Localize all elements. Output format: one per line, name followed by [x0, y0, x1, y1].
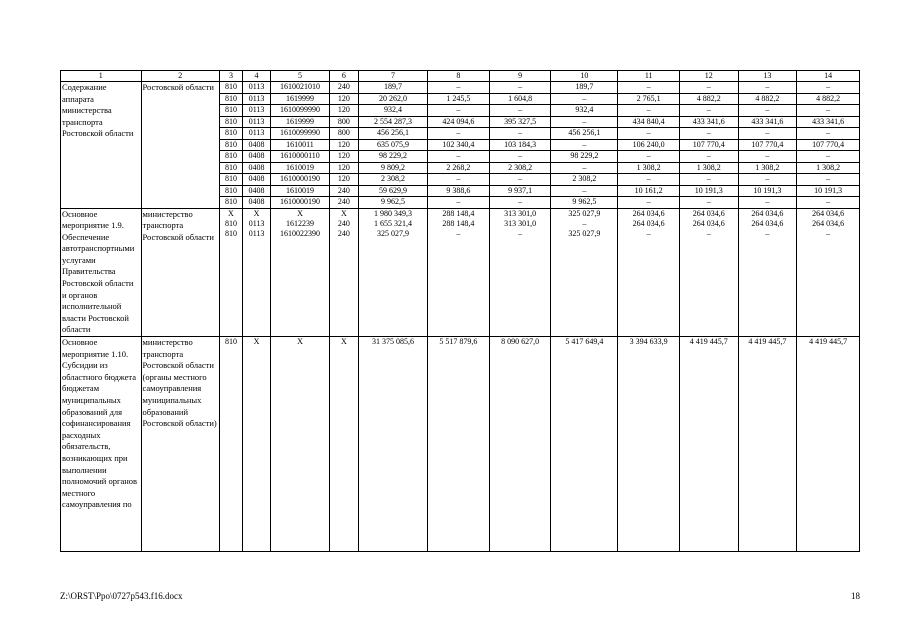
value-cell: –	[428, 82, 490, 94]
value-cell: 1610099990	[271, 128, 330, 140]
value-line: –	[582, 218, 587, 228]
value-cell: 1610019	[271, 185, 330, 197]
column-number: 10	[551, 71, 618, 82]
value-line: –	[456, 228, 461, 238]
value-cell: –	[489, 174, 551, 186]
value-cell: –	[738, 151, 797, 163]
value-cell: 1 245,5	[428, 93, 490, 105]
value-cell: 120	[329, 139, 358, 151]
budget-table	[60, 70, 860, 552]
value-cell: –	[551, 93, 618, 105]
value-line: 288 148,4	[442, 218, 475, 228]
value-cell: 1619999	[271, 93, 330, 105]
value-cell: 456 256,1	[551, 128, 618, 140]
value-cell: –	[680, 197, 739, 209]
value-cell: 240	[329, 82, 358, 94]
value-cell: –	[618, 105, 680, 117]
value-cell: 4 882,2	[680, 93, 739, 105]
footer-file-path: Z:\ORST\Ppo\0727p543.f16.docx	[60, 591, 183, 601]
value-line: –	[765, 228, 770, 238]
value-cell: 1610000190	[271, 174, 330, 186]
value-cell	[359, 208, 428, 337]
value-cell: 0113	[242, 82, 270, 94]
value-cell: 120	[329, 105, 358, 117]
value-cell	[329, 208, 358, 337]
header-row	[61, 71, 860, 82]
value-line: –	[646, 228, 651, 238]
value-cell: –	[680, 151, 739, 163]
value-line: 264 034,6	[751, 208, 784, 218]
value-cell: 10 191,3	[738, 185, 797, 197]
column-number: 1	[61, 71, 142, 82]
value-line: 240	[337, 218, 350, 228]
value-cell: –	[738, 105, 797, 117]
value-line: 1610022390	[279, 228, 320, 238]
value-cell: 810	[219, 116, 242, 128]
value-cell: –	[618, 174, 680, 186]
value-cell: 424 094,6	[428, 116, 490, 128]
value-cell: 120	[329, 162, 358, 174]
value-cell: 98 229,2	[551, 151, 618, 163]
value-cell	[738, 208, 797, 337]
value-cell: 810	[219, 174, 242, 186]
column-number: 14	[797, 71, 860, 82]
value-cell: –	[618, 82, 680, 94]
table-row	[61, 208, 860, 337]
column-number: 3	[219, 71, 242, 82]
value-cell: 1 308,2	[797, 162, 860, 174]
value-cell: 20 262,0	[359, 93, 428, 105]
value-cell: 1610019	[271, 162, 330, 174]
value-cell: 932,4	[359, 105, 428, 117]
column-number: 2	[141, 71, 219, 82]
value-cell: 1610011	[271, 139, 330, 151]
value-cell: 120	[329, 151, 358, 163]
value-cell: 3 394 633,9	[618, 337, 680, 552]
value-cell: 0408	[242, 197, 270, 209]
value-cell: 810	[219, 337, 242, 552]
footer-page-number: 18	[851, 591, 860, 601]
value-cell	[428, 208, 490, 337]
column-number: 6	[329, 71, 358, 82]
value-cell: –	[618, 197, 680, 209]
value-cell: –	[551, 185, 618, 197]
value-cell: 800	[329, 116, 358, 128]
value-cell: –	[797, 128, 860, 140]
table-row	[61, 82, 860, 94]
value-line: 264 034,6	[632, 208, 665, 218]
value-cell: 103 184,3	[489, 139, 551, 151]
value-cell: 810	[219, 162, 242, 174]
value-cell: 9 962,5	[551, 197, 618, 209]
activity-name: Основное мероприятие 1.9. Обеспечение автотранспортными услугами Правительства Ростовской области и органов исполнительной власти Ростовской области	[61, 208, 142, 337]
value-cell: –	[797, 82, 860, 94]
value-line: 1 980 349,3	[374, 208, 413, 218]
value-cell: 189,7	[359, 82, 428, 94]
column-number: 9	[489, 71, 551, 82]
value-cell	[680, 208, 739, 337]
value-cell: –	[797, 197, 860, 209]
value-cell: 800	[329, 128, 358, 140]
value-cell: –	[428, 151, 490, 163]
value-line: X	[297, 208, 303, 218]
value-cell: –	[489, 128, 551, 140]
value-cell: –	[738, 128, 797, 140]
value-cell: –	[428, 174, 490, 186]
activity-name: Содержание аппарата министерства транспорта Ростовской области	[61, 82, 142, 209]
value-cell: –	[797, 174, 860, 186]
value-line: 810	[224, 228, 237, 238]
value-cell	[551, 208, 618, 337]
value-cell: 5 417 649,4	[551, 337, 618, 552]
value-cell: 810	[219, 128, 242, 140]
value-line: 1612239	[285, 218, 314, 228]
value-cell: –	[680, 82, 739, 94]
value-cell: 810	[219, 151, 242, 163]
value-cell: –	[551, 116, 618, 128]
executor-name: министерство транспорта Ростовской области (органы местного самоуправления муниципальных образований Ростовской области)	[141, 337, 219, 552]
value-line: 264 034,6	[632, 218, 665, 228]
value-cell: 395 327,5	[489, 116, 551, 128]
value-cell: 0408	[242, 174, 270, 186]
value-line: X	[253, 208, 260, 218]
value-cell: 98 229,2	[359, 151, 428, 163]
value-cell: 434 840,4	[618, 116, 680, 128]
value-line: –	[826, 228, 831, 238]
value-cell: –	[738, 174, 797, 186]
value-cell: 433 341,6	[797, 116, 860, 128]
value-cell: 1 604,8	[489, 93, 551, 105]
value-cell: 9 809,2	[359, 162, 428, 174]
value-cell: 810	[219, 139, 242, 151]
value-cell: 2 765,1	[618, 93, 680, 105]
value-cell: 120	[329, 174, 358, 186]
value-cell: 456 256,1	[359, 128, 428, 140]
value-line: 313 301,0	[504, 218, 537, 228]
value-cell: 106 240,0	[618, 139, 680, 151]
value-cell: –	[797, 151, 860, 163]
value-cell: 10 161,2	[618, 185, 680, 197]
column-number: 4	[242, 71, 270, 82]
value-cell: 810	[219, 105, 242, 117]
value-cell: 2 308,2	[489, 162, 551, 174]
value-cell: 107 770,4	[680, 139, 739, 151]
value-cell: –	[428, 105, 490, 117]
value-cell: 0113	[242, 105, 270, 117]
value-cell: –	[489, 82, 551, 94]
value-cell: 4 882,2	[738, 93, 797, 105]
value-cell: 433 341,6	[680, 116, 739, 128]
value-cell: 8 090 627,0	[489, 337, 551, 552]
value-line: 325 027,9	[568, 228, 601, 238]
table-row	[61, 337, 860, 552]
value-cell: 0408	[242, 185, 270, 197]
value-cell	[242, 208, 270, 337]
value-cell: 107 770,4	[797, 139, 860, 151]
value-cell: 433 341,6	[738, 116, 797, 128]
value-cell: 10 191,3	[797, 185, 860, 197]
value-cell	[271, 208, 330, 337]
value-cell: 0113	[242, 128, 270, 140]
value-cell: 1610000190	[271, 197, 330, 209]
value-cell: 1610021010	[271, 82, 330, 94]
value-cell: 189,7	[551, 82, 618, 94]
value-line: X	[340, 208, 347, 218]
value-cell: –	[428, 128, 490, 140]
value-cell: 2 268,2	[428, 162, 490, 174]
value-cell: 1610099990	[271, 105, 330, 117]
value-cell: 4 419 445,7	[680, 337, 739, 552]
value-cell: 0408	[242, 162, 270, 174]
value-cell	[797, 208, 860, 337]
value-cell	[219, 208, 242, 337]
value-cell: –	[489, 151, 551, 163]
value-line: 264 034,6	[812, 208, 845, 218]
value-cell: 0113	[242, 93, 270, 105]
value-cell: –	[618, 128, 680, 140]
value-cell: –	[551, 139, 618, 151]
value-cell: –	[680, 128, 739, 140]
column-number: 5	[271, 71, 330, 82]
value-cell: 635 075,9	[359, 139, 428, 151]
column-number: 13	[738, 71, 797, 82]
value-cell: 10 191,3	[680, 185, 739, 197]
value-cell: 0113	[242, 116, 270, 128]
value-cell: –	[551, 162, 618, 174]
value-cell: 107 770,4	[738, 139, 797, 151]
value-line: 288 148,4	[442, 208, 475, 218]
value-line: 313 301,0	[504, 208, 537, 218]
column-number: 12	[680, 71, 739, 82]
value-cell: –	[428, 197, 490, 209]
value-line: 325 027,9	[568, 208, 601, 218]
value-cell: 240	[329, 197, 358, 209]
value-cell: 102 340,4	[428, 139, 490, 151]
value-cell: 1 308,2	[618, 162, 680, 174]
value-cell: –	[489, 197, 551, 209]
value-cell: 9 962,5	[359, 197, 428, 209]
value-cell	[618, 208, 680, 337]
executor-name: Ростовской области	[141, 82, 219, 209]
value-cell: 4 419 445,7	[738, 337, 797, 552]
value-cell: 9 937,1	[489, 185, 551, 197]
value-cell: –	[797, 105, 860, 117]
value-cell: 2 308,2	[551, 174, 618, 186]
value-cell: –	[680, 105, 739, 117]
value-cell: 810	[219, 82, 242, 94]
value-line: 240	[337, 228, 350, 238]
value-cell: –	[738, 197, 797, 209]
value-cell: 2 308,2	[359, 174, 428, 186]
value-cell: 810	[219, 93, 242, 105]
executor-name: министерство транспорта Ростовской области	[141, 208, 219, 337]
value-cell: 120	[329, 93, 358, 105]
column-number: 7	[359, 71, 428, 82]
value-cell: 1 308,2	[680, 162, 739, 174]
value-cell: 240	[329, 185, 358, 197]
value-line: –	[518, 228, 523, 238]
value-cell: 31 375 085,6	[359, 337, 428, 552]
value-cell: 5 517 879,6	[428, 337, 490, 552]
value-line: 810	[224, 218, 237, 228]
value-line: X	[228, 208, 234, 218]
value-cell: 1 308,2	[738, 162, 797, 174]
value-line: 325 027,9	[377, 228, 410, 238]
value-cell: 59 629,9	[359, 185, 428, 197]
column-number: 8	[428, 71, 490, 82]
value-cell: 0408	[242, 151, 270, 163]
value-cell: –	[680, 174, 739, 186]
value-cell: X	[242, 337, 270, 552]
value-line: 0113	[248, 228, 265, 238]
value-cell: X	[329, 337, 358, 552]
value-cell: –	[618, 151, 680, 163]
value-cell: 0408	[242, 139, 270, 151]
value-line: 264 034,6	[812, 218, 845, 228]
column-number: 11	[618, 71, 680, 82]
value-cell	[489, 208, 551, 337]
value-cell: 932,4	[551, 105, 618, 117]
value-cell: 4 882,2	[797, 93, 860, 105]
value-cell: 1619999	[271, 116, 330, 128]
activity-name: Основное мероприятие 1.10. Субсидии из областного бюджета бюджетам муниципальных образований для софинансирования расходных обязательств, возникающих при выполнении полномочий органов местного самоуправления по	[61, 337, 142, 552]
value-cell: 810	[219, 197, 242, 209]
value-cell: –	[738, 82, 797, 94]
value-cell: 9 388,6	[428, 185, 490, 197]
value-line: 264 034,6	[692, 218, 725, 228]
value-cell: –	[489, 105, 551, 117]
value-cell: 4 419 445,7	[797, 337, 860, 552]
value-cell: 1610000110	[271, 151, 330, 163]
value-line: 1 655 321,4	[374, 218, 413, 228]
value-line: 264 034,6	[692, 208, 725, 218]
value-cell: 2 554 287,3	[359, 116, 428, 128]
value-line: 0113	[248, 218, 265, 228]
value-cell: X	[271, 337, 330, 552]
value-cell: 810	[219, 185, 242, 197]
value-line: –	[706, 228, 711, 238]
value-line: 264 034,6	[751, 218, 784, 228]
